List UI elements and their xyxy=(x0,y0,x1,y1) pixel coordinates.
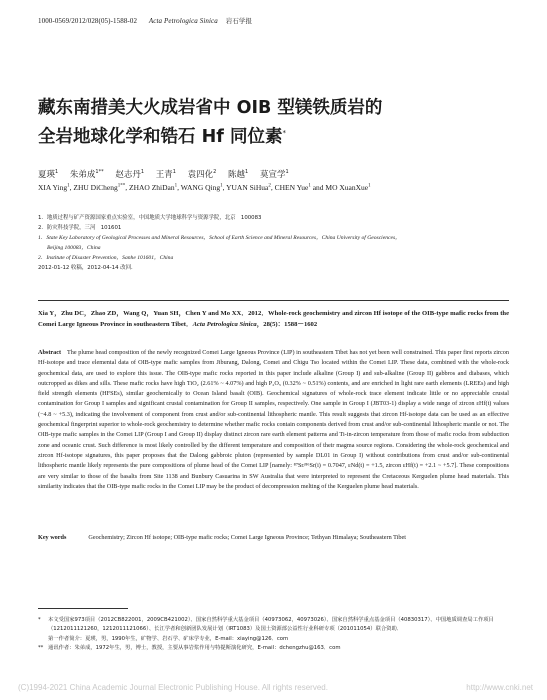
cnki-watermark-bar xyxy=(18,683,533,692)
author-en: ZHAO ZhiDan$^1$, xyxy=(128,183,181,192)
author-zh: 朱弟成$^{1**}$ xyxy=(69,169,104,180)
author-en: MO XuanXue$^1$ xyxy=(325,183,371,192)
cnki-copyright: (C)1994-2021 China Academic Journal Electronic Publishing House. All rights reserved. xyxy=(18,683,328,692)
abstract-text: The plume head composition of the newly recognized Comei Large Igneous Province (LIP) in southeastern Tibet has not yet been well constrained. This paper first reports zircon Hf-isotope and trace elemental data of OIB-type mafic samples from Jiburang, Dalong, Comei and Chigu Tso located within the Comei LIP. These data, combined with the whole-rock geochemical data, are used to explore this issue. The OIB-type mafic rocks reported in this paper include alkaline (Group I) and sub-alkaline (Group II) gabbros and diabases, which outcropped as dikes and sills. These mafic rocks have high TiO₂ (2.61% ~ 4.07%) and high P₂O₅ (0.32% ~ 0.51%) contents, and are enriched in light rare earth elements (LREEs) and high field strength elements (HFSEs), similar geochemically to Ocean Island basalt (OIB). Geochemical signatures of whole-rock trace element indicate little or no appreciable crustal contamination for Group I samples and significant crustal contamination for Group II samples, respectively. One sample in Group I (JBT03-1) display a wide range of zircon εHf(t) values (−4.8 ~ +5.3), indicating the involvement of component from crust and/or sub-continental lithospheric mantle. This result suggests that zircon Hf-isotope data can be used as an effective geochemical fingerprint superior to whole-rock geochemistry to determine whether mafic rocks contain components derived from crust and/or sub-continental lithospheric mantle or not. The OIB-type mafic samples in the Comei LIP (Group I and Group II) display distinct zircon rare earth element patterns and Ti-in-zircon temperature from those of mafic rocks from subduction zone and oceanic crust. Such difference is most likely controlled by the different temperature and composition of their magma source regions. Considering the whole-rock geochemical and zircon Hf-isotope signatures, this paper proposes that the Dalong gabbroic pluton (represented by sample DL01 in Group I) without contributions from crust and/or sub-continental lithospheric mantle likely represents the pure compositions of plume head of the Comei LIP [namely: ⁸⁷Sr/⁸⁶Sr(i) = 0.7047, εNd(t) = +1.5, zircon εHf(t) = +2.1 ~ +5.7]. These compositions are very similar to those of the basalts from Site 1138 and Bunbury Casuarina in SW Australia that were interpreted to represent the Cretaceous Kerguelen plume head materials. This similarity indicates that the OIB-type mafic rocks in the Comei LIP may be the product of decompression melting of the Kerguelen plume head materials. xyxy=(38,349,509,490)
footnote-funding: * 本文受国家973项目（2012CB822001，2009CB421002）、国家自然科学重大基金项目（40973062，40973026）、国家自然科学重点基金项目（40830317）、中国地质调查局工作项目（1212011121260，1212011121066）、长江学者和创新团队发展计划（IRT1083）及国土资源部公益性行业科研专项（201011054）联合资助． xyxy=(38,617,494,633)
author-en: WANG Qing$^1$, xyxy=(180,183,227,192)
footnote-corresponding-author: ** 通讯作者：朱弟成，1972年生，男，博士，教授，主要从事岩浆作用与特提斯演化研究，E-mail：dchengzhu@163．com xyxy=(38,645,341,652)
journal-name-cn: 岩石学报 xyxy=(225,17,253,25)
citation-journal: Acta Petrologica Sinica xyxy=(192,321,257,328)
author-en: XIA Ying$^1$, xyxy=(38,183,74,192)
author-en: CHEN Yue$^1$ and xyxy=(274,183,326,192)
author-zh: 赵志丹$^1$ xyxy=(115,169,145,180)
affiliation-zh-1: 1．地质过程与矿产资源国家重点实验室，中国地质大学地球科学与资源学院，北京 100083 xyxy=(38,215,262,221)
citation-text: Xia Y，Zhu DC，Zhao ZD，Wang Q，Yuan SH，Chen Y and Mo XX．2012．Whole-rock geochemistry and zircon Hf isotope of the OIB-type mafic rocks from the Comei Large Igneous Province in southeastern Tibet． xyxy=(38,310,509,328)
author-zh: 莫宣学$^1$ xyxy=(259,169,289,180)
abstract xyxy=(38,348,509,492)
citation xyxy=(38,308,509,330)
author-en: ZHU DiCheng$^{1**}$, xyxy=(73,183,129,192)
author-zh: 袁四化$^2$ xyxy=(187,169,217,180)
footnotes xyxy=(38,616,509,654)
affiliations xyxy=(38,213,508,273)
divider-rule xyxy=(38,300,509,301)
author-zh: 陈越$^1$ xyxy=(228,169,249,180)
title-line-1: 藏东南措美大火成岩省中 OIB 型镁铁质岩的 xyxy=(38,98,383,118)
affiliation-en-2: 2．Institute of Disaster Prevention，Sanhe 101601，China xyxy=(38,255,174,261)
affiliation-en-1-cont: Beijing 100083，China xyxy=(47,245,101,251)
title-line-2 xyxy=(38,121,508,150)
footnote-first-author: 第一作者简介：夏瑛，男，1990年生，矿物学、岩石学、矿床学专业，E-mail：xiaying@126．com xyxy=(48,635,289,642)
cnki-url: http://www.cnki.net xyxy=(466,683,533,692)
author-en: YUAN SiHua$^2$, xyxy=(226,183,275,192)
title-line-2-text: 全岩地球化学和锆石 Hf 同位素 xyxy=(38,126,283,147)
issn-line: 1000-0569/2012/028(05)-1588-02 xyxy=(38,17,138,25)
keywords xyxy=(38,533,509,543)
footnote-rule xyxy=(38,608,128,609)
abstract-label: Abstract xyxy=(38,349,62,356)
article-title-zh xyxy=(38,96,508,150)
received-dates: 2012-01-12 收稿，2012-04-14 改回． xyxy=(38,265,137,271)
affiliation-zh-2: 2．防灾科技学院，三河 101601 xyxy=(38,225,122,231)
title-footnote-mark: * xyxy=(282,129,286,137)
citation-pages: ，28(5)：1588－1602 xyxy=(256,321,318,328)
affiliation-en-1: 1．State Key Laboratory of Geological Processes and Mineral Resources，School of Earth Science and Mineral Resources，China University of Geosciences， xyxy=(38,235,401,241)
author-zh: 夏瑛$^1$ xyxy=(38,169,59,180)
authors-en xyxy=(38,183,371,192)
keywords-text: Geochemistry; Zircon Hf isotope; OIB-type mafic rocks; Comei Large Igneous Province; Tethyan Himalaya; Southeastern Tibet xyxy=(88,534,406,541)
author-zh: 王青$^1$ xyxy=(155,169,176,180)
running-head xyxy=(38,16,252,25)
authors-zh xyxy=(38,168,298,180)
journal-name: Acta Petrologica Sinica xyxy=(148,17,218,25)
keywords-label: Key words xyxy=(38,534,67,541)
